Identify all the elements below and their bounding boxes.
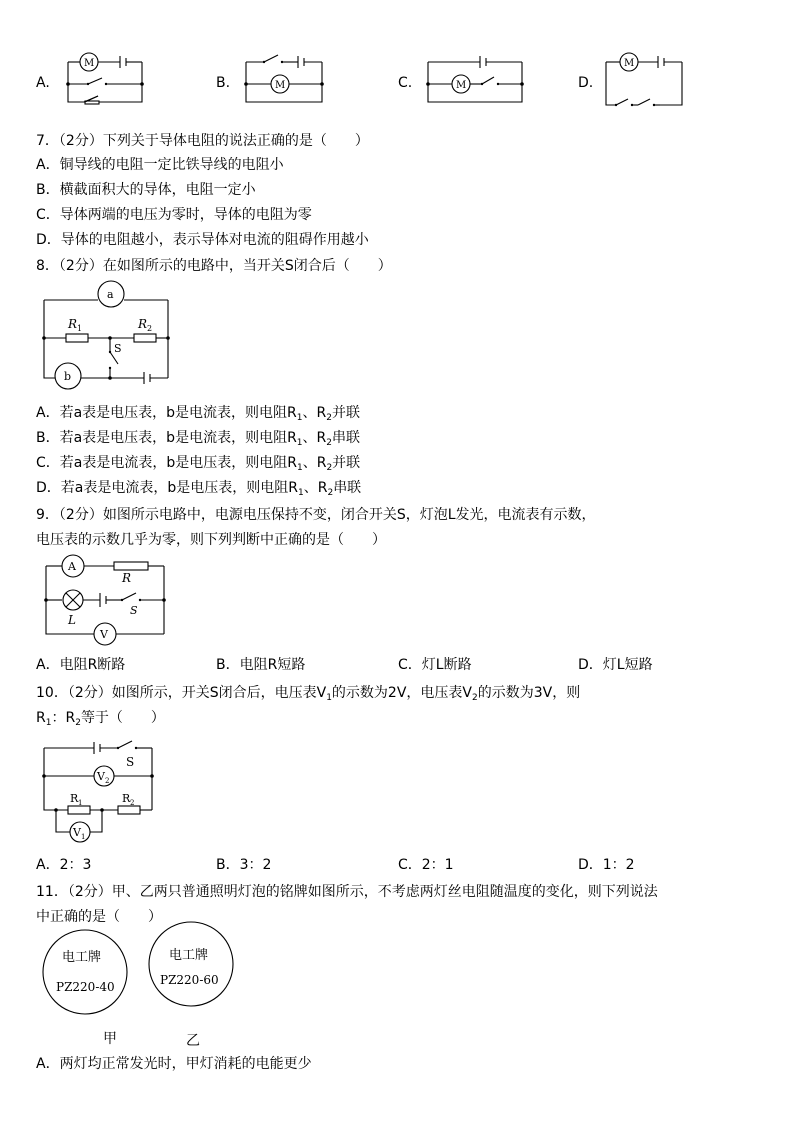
q11-nameplate-jia [41, 928, 131, 1018]
q9-option-a: A．电阻R断路 [36, 657, 126, 673]
svg-text:a: a [107, 288, 114, 301]
svg-text:V: V [73, 826, 81, 839]
q10-stem-line2: $R_1$：$R_2$等于（ ） [36, 710, 165, 728]
q7-option-a: A．铜导线的电阻一定比铁导线的电阻小 [36, 157, 284, 173]
svg-text:V: V [100, 628, 108, 641]
q6-circuit-b [240, 50, 340, 110]
svg-text:b: b [64, 370, 72, 383]
q11-nameplate-yi-name: 乙 [186, 1033, 200, 1049]
q7-option-d: D．导体的电阻越小，表示导体对电流的阻碍作用越小 [36, 232, 369, 248]
svg-text:2: 2 [130, 799, 135, 807]
q7-stem: 7．（2分）下列关于导体电阻的说法正确的是（ ） [36, 133, 369, 149]
svg-text:2: 2 [105, 777, 110, 785]
svg-text:R: R [122, 571, 132, 585]
q10-option-d: D．1：2 [578, 857, 635, 873]
q6-option-d-label: D. [578, 75, 594, 91]
q11-nameplate-jia-name: 甲 [103, 1031, 117, 1047]
q10-option-c: C．2：1 [398, 857, 454, 873]
q11-nameplate-jia-brand: 电工牌 [62, 950, 102, 965]
svg-text:M: M [275, 80, 286, 91]
q8-option-c: C．若a表是电流表，b是电压表，则电阻$R_1$、$R_2$并联 [36, 455, 361, 473]
svg-text:M: M [456, 80, 467, 91]
svg-text:S: S [126, 755, 135, 769]
svg-text:1: 1 [78, 799, 83, 807]
svg-text:M: M [624, 58, 635, 69]
q8-option-d: D．若a表是电流表，b是电压表，则电阻$R_1$、$R_2$串联 [36, 480, 362, 498]
svg-text:R: R [122, 792, 131, 805]
svg-text:1: 1 [81, 833, 86, 841]
svg-text:R: R [68, 317, 78, 331]
q9-option-d: D．灯L短路 [578, 657, 653, 673]
q10-option-b: B．3：2 [216, 857, 272, 873]
q8-option-a: A．若a表是电压表，b是电流表，则电阻$R_1$、$R_2$并联 [36, 405, 360, 423]
svg-text:R: R [70, 792, 79, 805]
q9-stem-line1: 9．（2分）如图所示电路中，电源电压保持不变，闭合开关S，灯泡L发光，电流表有示数， [36, 507, 596, 523]
svg-text:V: V [97, 770, 105, 783]
q7-option-b: B．横截面积大的导体，电阻一定小 [36, 182, 256, 198]
q6-circuit-c [422, 50, 542, 110]
q10-stem-line1: 10．（2分）如图所示，开关S闭合后，电压表$V_1$的示数为2V，电压表$V_2$的示数为3V，则 [36, 685, 581, 703]
q8-option-b: B．若a表是电压表，b是电流表，则电阻$R_1$、$R_2$串联 [36, 430, 360, 448]
q11-nameplate-yi-model: PZ220-60 [160, 973, 219, 987]
q11-stem-line2: 中正确的是（ ） [36, 909, 162, 925]
q11-stem-line1: 11．（2分）甲、乙两只普通照明灯泡的铭牌如图所示，不考虑两灯丝电阻随温度的变化，则下列说法 [36, 884, 658, 900]
svg-text:1: 1 [77, 324, 83, 333]
q7-option-c: C．导体两端的电压为零时，导体的电阻为零 [36, 207, 312, 223]
q8-stem: 8．（2分）在如图所示的电路中，当开关S闭合后（ ） [36, 258, 392, 274]
q10-option-a: A．2：3 [36, 857, 92, 873]
q9-stem-line2: 电压表的示数几乎为零，则下列判断中正确的是（ ） [36, 532, 386, 548]
q8-circuit [38, 280, 178, 390]
svg-text:A: A [68, 560, 76, 573]
q6-option-a-label: A. [36, 75, 50, 91]
q9-option-b: B．电阻R短路 [216, 657, 306, 673]
q9-circuit [40, 556, 180, 646]
svg-text:S: S [114, 342, 122, 355]
q10-circuit [40, 736, 180, 846]
svg-text:M: M [84, 58, 95, 69]
q9-option-c: C．灯L断路 [398, 657, 472, 673]
svg-text:L: L [68, 613, 76, 627]
q6-circuit-d [600, 50, 700, 110]
svg-text:2: 2 [147, 324, 153, 333]
q11-option-a: A．两灯均正常发光时，甲灯消耗的电能更少 [36, 1056, 312, 1072]
q6-option-c-label: C. [398, 75, 413, 91]
svg-text:R: R [138, 317, 148, 331]
svg-text:S: S [130, 604, 138, 617]
q11-nameplate-jia-model: PZ220-40 [56, 980, 115, 994]
q11-nameplate-yi [147, 920, 237, 1010]
q11-nameplate-yi-brand: 电工牌 [169, 948, 209, 963]
q6-option-b-label: B. [216, 75, 231, 91]
q6-circuit-a [62, 50, 162, 110]
